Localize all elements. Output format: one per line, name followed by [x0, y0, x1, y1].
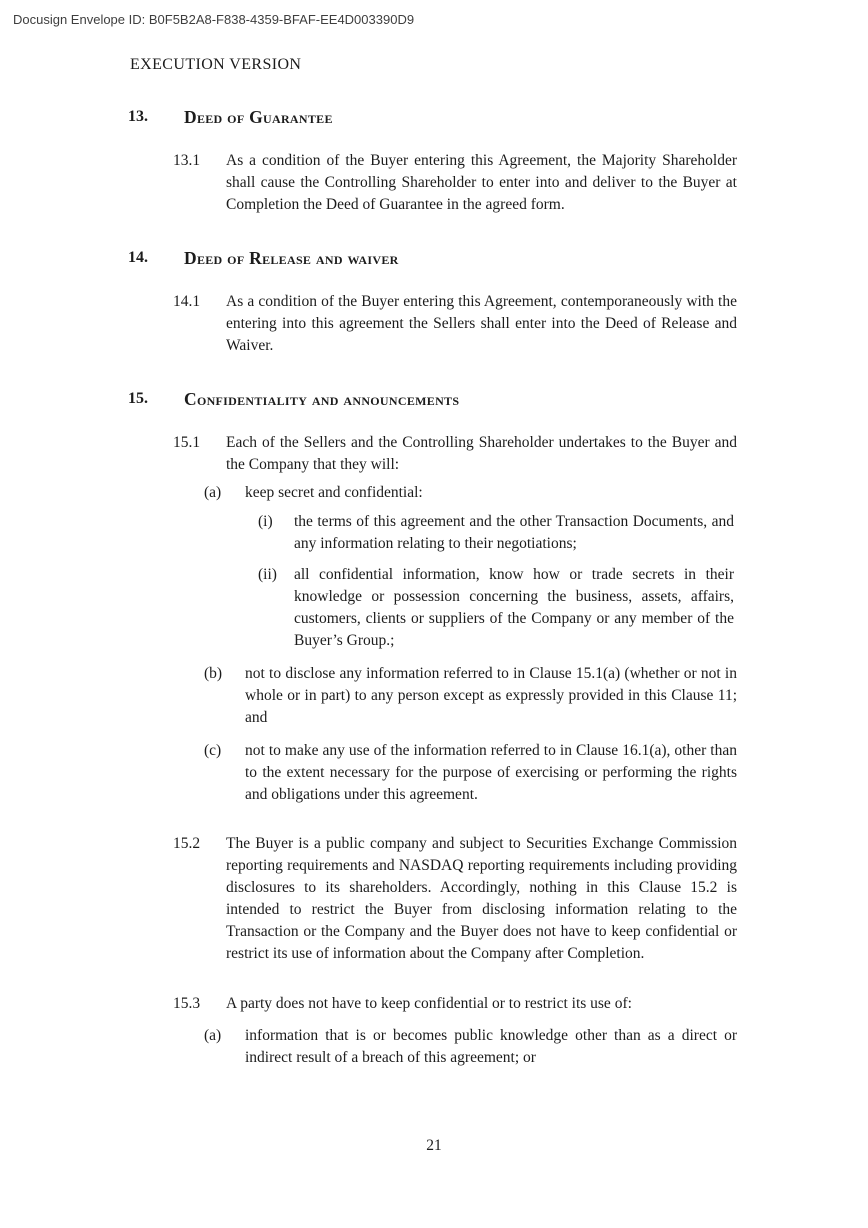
- section-heading-13: [0, 107, 868, 127]
- list-item-15-1-c: [0, 740, 868, 806]
- list-item-15-1-a: [0, 482, 868, 504]
- section-title: Deed of Release and waiver: [184, 248, 399, 268]
- section-number: 14.: [128, 249, 148, 266]
- clause-number: 13.1: [173, 152, 201, 169]
- list-item-15-1-b: [0, 663, 868, 729]
- list-item-text: keep secret and confidential:: [245, 484, 423, 501]
- section-heading-14: [0, 248, 868, 268]
- clause-text: A party does not have to keep confidential or to restrict its use of:: [226, 995, 632, 1012]
- list-item-label: (ii): [258, 566, 277, 583]
- clause-number: 14.1: [173, 293, 201, 310]
- list-item-text: the terms of this agreement and the other Transaction Documents, and any information relating to their negotiations;: [294, 513, 734, 552]
- section-title: Deed of Guarantee: [184, 107, 333, 127]
- clause-15-2: [0, 833, 868, 965]
- list-item-text: not to make any use of the information referred to in Clause 16.1(a), other than to the extent necessary for the purpose of exercising or performing the rights and obligations under this agreement.: [245, 742, 737, 803]
- clause-14-1: [0, 291, 868, 357]
- clause-number: 15.3: [173, 995, 201, 1012]
- docusign-envelope-id: Docusign Envelope ID: B0F5B2A8-F838-4359-BFAF-EE4D003390D9: [13, 12, 415, 27]
- clause-number: 15.2: [173, 835, 201, 852]
- list-subitem-15-1-a-i: [0, 511, 868, 555]
- clause-text: Each of the Sellers and the Controlling Shareholder undertakes to the Buyer and the Company that they will:: [226, 434, 737, 473]
- list-item-label: (a): [204, 484, 222, 501]
- list-item-label: (i): [258, 513, 273, 530]
- clause-text: As a condition of the Buyer entering this Agreement, the Majority Shareholder shall cause the Controlling Shareholder to enter into and deliver to the Buyer at Completion the Deed of Guarantee in the agreed form.: [226, 152, 737, 213]
- clause-13-1: [0, 150, 868, 216]
- list-item-text: information that is or becomes public knowledge other than as a direct or indirect result of a breach of this agreement; or: [245, 1027, 737, 1066]
- section-number: 13.: [128, 108, 148, 125]
- section-number: 15.: [128, 390, 148, 407]
- clause-15-1: [0, 432, 868, 476]
- clause-text: As a condition of the Buyer entering this Agreement, contemporaneously with the entering into this agreement the Sellers shall enter into the Deed of Release and Waiver.: [226, 293, 737, 354]
- list-item-label: (c): [204, 742, 222, 759]
- list-item-text: all confidential information, know how or trade secrets in their knowledge or possession concerning the business, assets, affairs, customers, clients or suppliers of the Company or any member of the Buyer’s Group.;: [294, 566, 734, 649]
- list-subitem-15-1-a-ii: [0, 564, 868, 652]
- execution-version-label: EXECUTION VERSION: [130, 56, 302, 73]
- list-item-15-3-a: [0, 1025, 868, 1069]
- list-item-label: (a): [204, 1027, 222, 1044]
- list-item-text: not to disclose any information referred to in Clause 15.1(a) (whether or not in whole or in part) to any person except as expressly provided in this Clause 11; and: [245, 665, 737, 726]
- clause-number: 15.1: [173, 434, 201, 451]
- page-number: 21: [426, 1137, 442, 1154]
- list-item-label: (b): [204, 665, 223, 682]
- section-heading-15: [0, 389, 868, 409]
- clause-text: The Buyer is a public company and subject to Securities Exchange Commission reporting requirements and NASDAQ reporting requirements including providing disclosures to its shareholders. Accordingly, nothing in this Clause 15.2 is intended to restrict the Buyer from disclosing information relating to the Transaction or the Company and the Buyer does not have to keep confidential or restrict its use of information about the Company after Completion.: [226, 835, 737, 962]
- clause-15-3: [0, 993, 868, 1015]
- section-title: Confidentiality and announcements: [184, 389, 460, 409]
